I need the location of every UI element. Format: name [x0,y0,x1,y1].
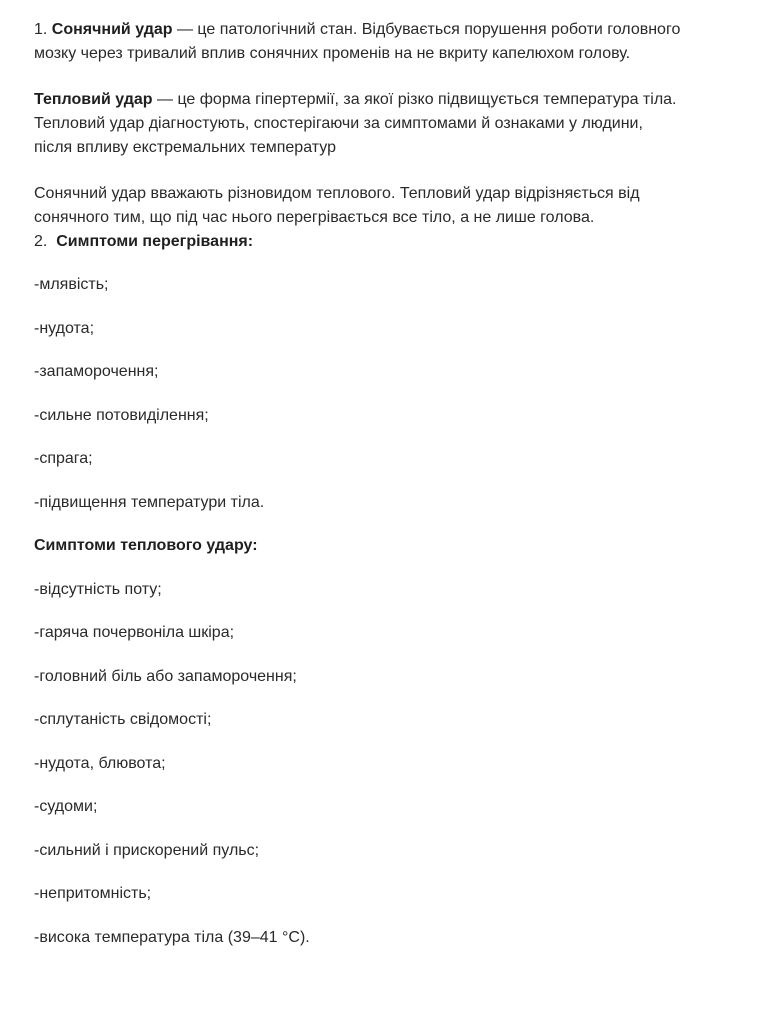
list-item: -запаморочення; [34,363,159,380]
list-item: -сплутаність свідомості; [34,711,212,728]
term-heatstroke: Тепловий удар [34,91,153,108]
paragraph-difference [34,182,734,230]
list-item: -підвищення температури тіла. [34,493,265,511]
paragraph-text: Сонячний удар вважають різновидом теплового. Тепловий удар відрізняється від [34,185,640,202]
heading-text: Симптоми перегрівання: [56,233,254,250]
list-item: -гаряча почервоніла шкіра; [34,624,235,641]
section-heading-heatstroke-symptoms [34,534,734,558]
list-item: -нудота, блювота; [34,754,166,772]
paragraph-text: — це патологічний стан. Відбувається порушення роботи головного [172,21,681,38]
list-item: -судоми; [34,798,98,815]
paragraph-text: — це форма гіпертермії, за якої різко підвищується температура тіла. [152,91,677,108]
list-item: -висока температура тіла (39–41 °С). [34,928,310,946]
paragraph-text: після впливу екстремальних температур [34,139,336,156]
list-number: 1. [34,21,48,38]
overheating-symptoms-list [34,273,734,515]
list-item: -спрага; [34,450,93,467]
heatstroke-symptoms-list [34,578,734,950]
heading-text: Симптоми теплового удару: [34,537,258,554]
list-item: -сильний і прискорений пульс; [34,841,260,859]
section-heading-overheating [34,230,734,254]
list-number: 2. [34,233,48,250]
paragraph-sunstroke [34,18,734,66]
paragraph-text: сонячного тим, що під час нього перегрівається все тіло, а не лише голова. [34,209,595,226]
term-sunstroke: Сонячний удар [51,21,173,38]
list-item: -непритомність; [34,885,152,902]
paragraph-heatstroke [34,88,734,160]
list-item: -відсутність поту; [34,580,162,598]
list-item: -нудота; [34,319,95,337]
paragraph-text: Тепловий удар діагностують, спостерігаючи за симптомами й ознаками у людини, [34,115,643,132]
list-item: -млявість; [34,276,109,293]
document-body [34,18,734,950]
paragraph-text: мозку через тривалий вплив сонячних променів на не вкриту капелюхом голову. [34,45,631,62]
list-item: -сильне потовиділення; [34,406,209,424]
list-item: -головний біль або запаморочення; [34,667,297,685]
